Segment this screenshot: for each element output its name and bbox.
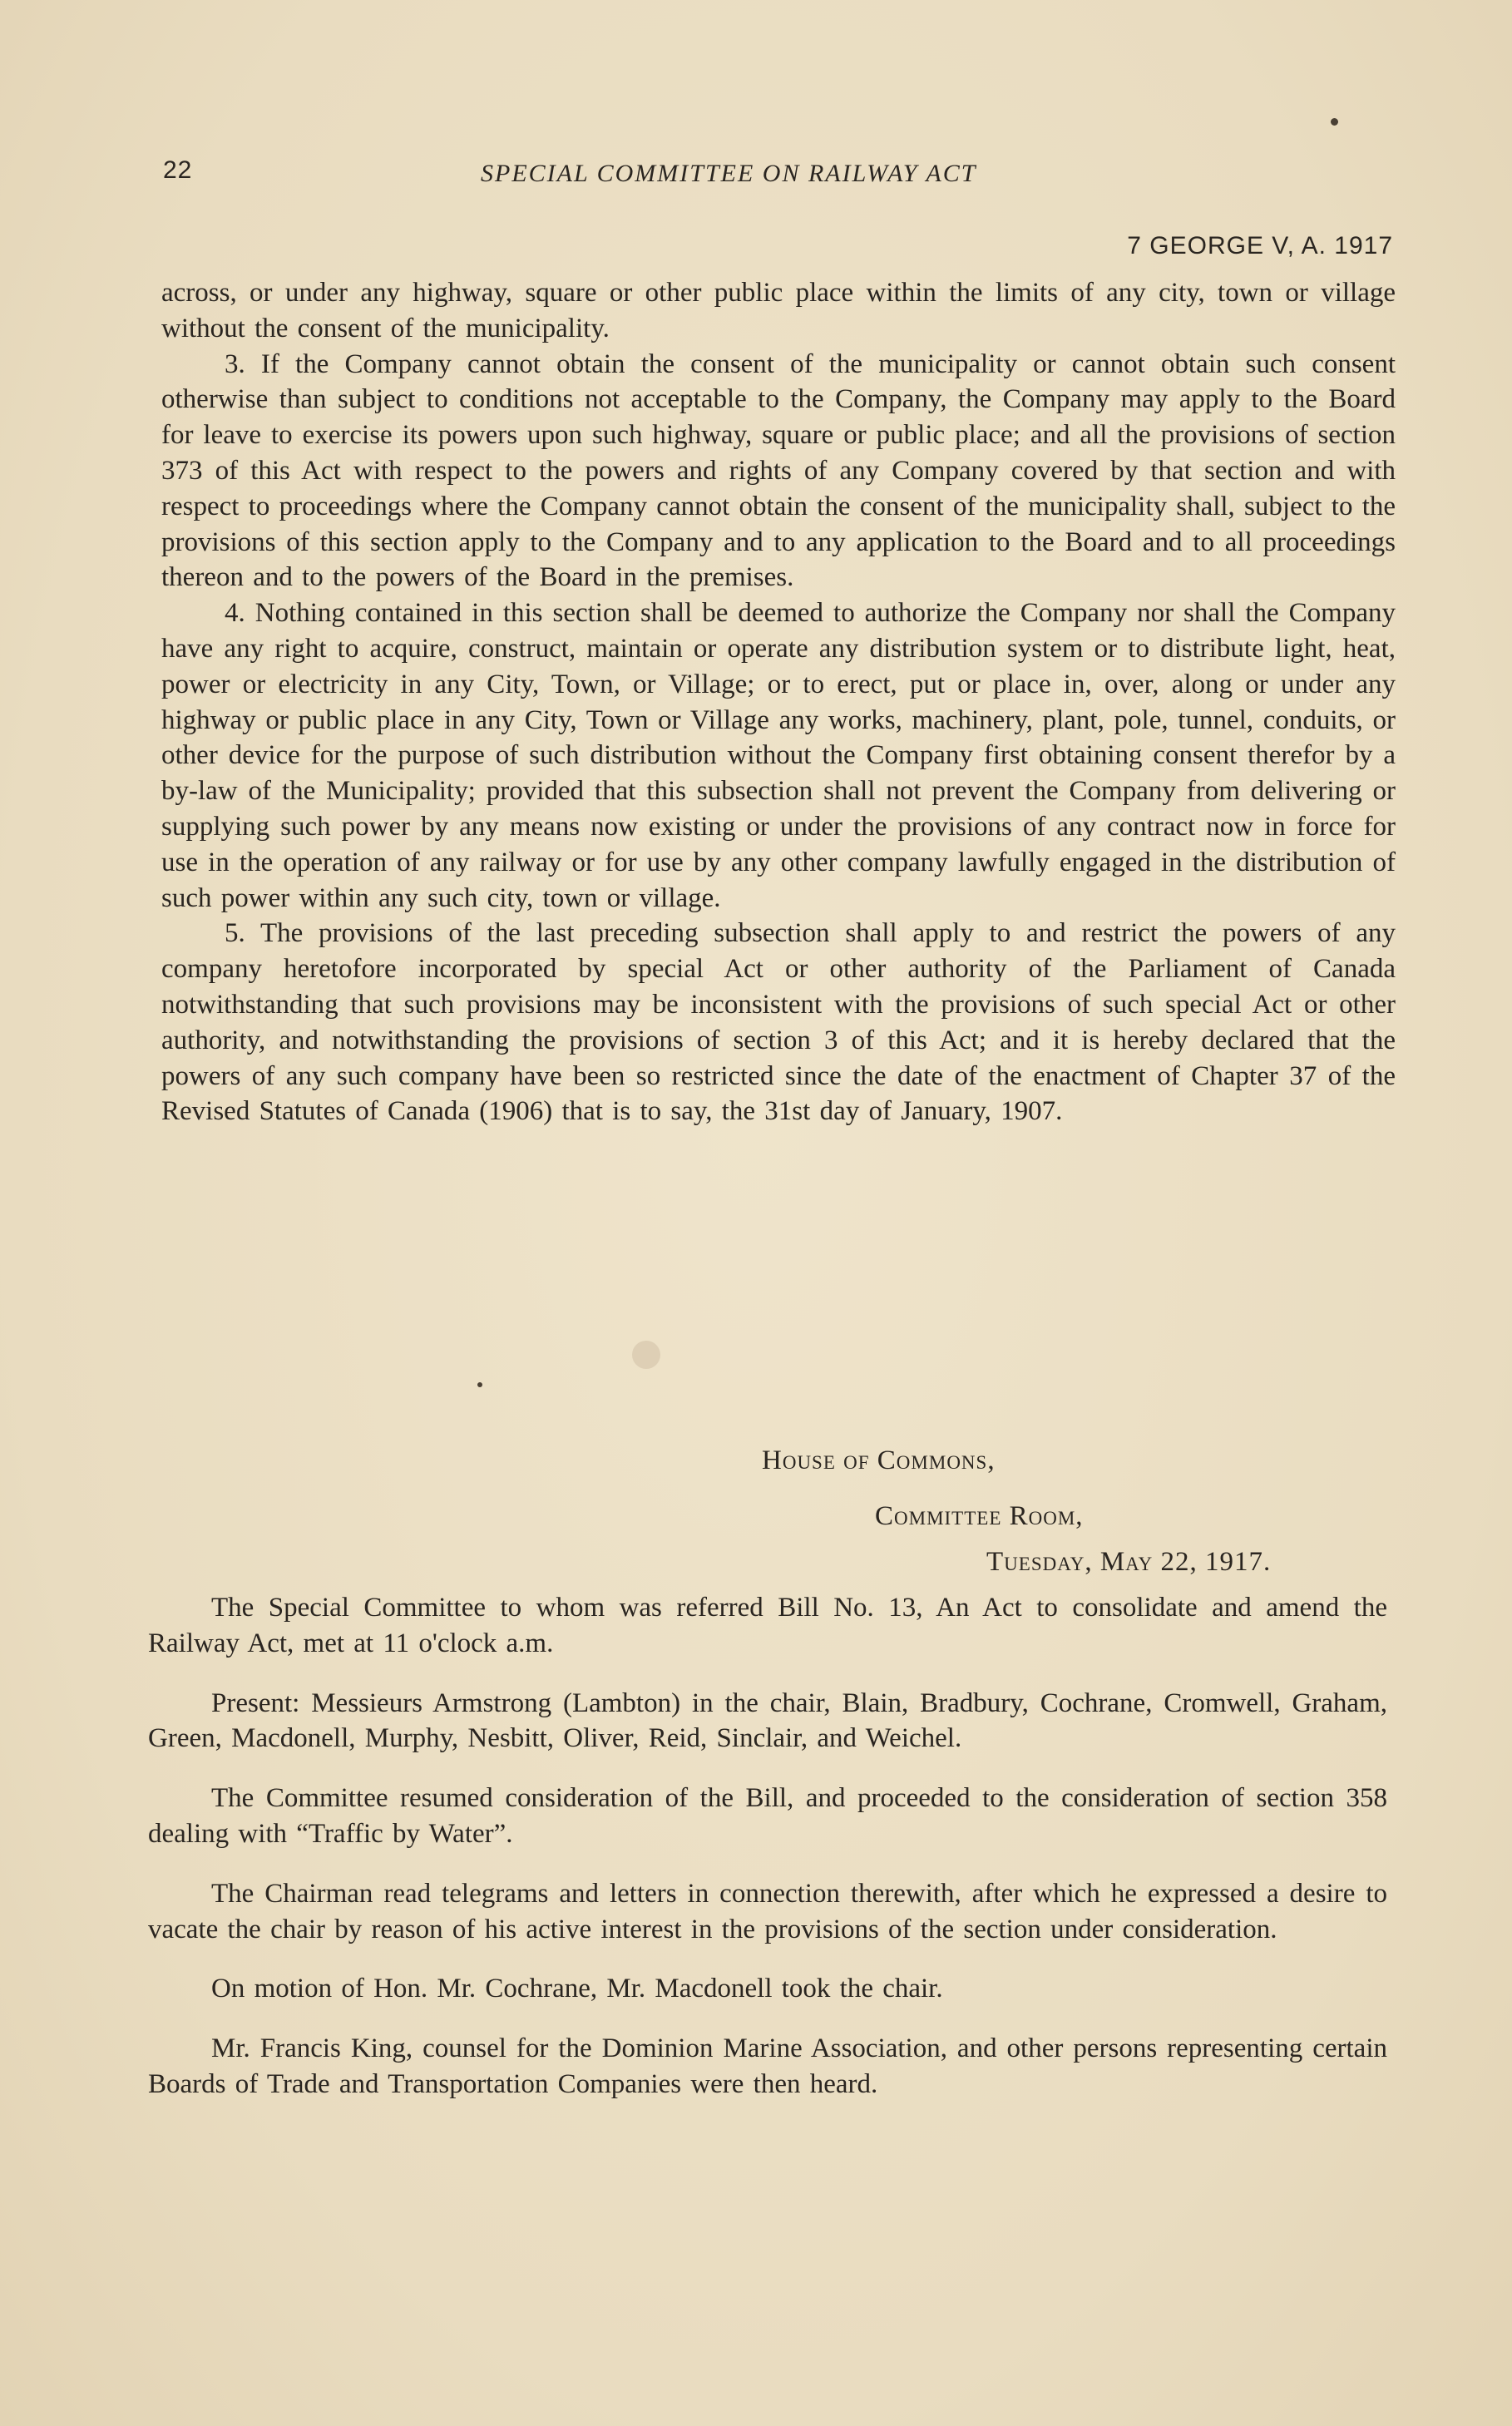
meeting-date: Tuesday, May 22, 1917. — [986, 1547, 1272, 1577]
subsection-3: 3. If the Company cannot obtain the consent of the municipality or cannot obtain such consent otherwise than subject to conditions not acceptable to the Company, the Company may apply to the Board for leave to exercise its powers upon such highway, square or public place; and all the provisions of section 373 of this Act with respect to the powers and rights of any Company covered by that section and with respect to proceedings where the Company cannot obtain the consent of the municipality shall, subject to the provisions of this section apply to the Company and to any application to the Board and to all proceedings thereon and to the powers of the Board in the premises. — [161, 348, 1396, 593]
minutes-paragraph: The Chairman read telegrams and letters in connection therewith, after which he expressed a desire to vacate the chair by reason of his active interest in the provisions of the section under consideration. — [148, 1878, 1387, 1944]
running-head: SPECIAL COMMITTEE ON RAILWAY ACT — [481, 160, 977, 187]
paper-stain — [632, 1341, 660, 1369]
ink-speck — [477, 1382, 482, 1387]
legal-text — [161, 275, 1396, 1129]
session-label: 7 GEORGE V, A. 1917 — [1127, 232, 1393, 259]
minutes-paragraph: Present: Messieurs Armstrong (Lambton) in the chair, Blain, Bradbury, Cochrane, Cromwell, Graham, Green, Macdonell, Murphy, Nesbitt, Oliver, Reid, Sinclair, and Weichel. — [148, 1687, 1387, 1754]
minutes-text — [148, 1590, 1387, 2127]
minutes-paragraph: On motion of Hon. Mr. Cochrane, Mr. Macdonell took the chair. — [211, 1974, 943, 2004]
house-of-commons-heading: House of Commons, — [762, 1445, 996, 1475]
page-number: 22 — [163, 156, 193, 184]
minutes-paragraph: The Special Committee to whom was referred Bill No. 13, An Act to consolidate and amend the Railway Act, met at 11 o'clock a.m. — [148, 1593, 1387, 1658]
continuation-paragraph: across, or under any highway, square or other public place within the limits of any city, town or village without the consent of the municipality. — [161, 278, 1396, 343]
subsection-5: 5. The provisions of the last preceding subsection shall apply to and restrict the powers of any company heretofore incorporated by special Act or other authority of the Parliament of Canada notwithstanding that such provisions may be inconsistent with the provisions of such special Act or other authority, and notwithstanding the provisions of section 3 of this Act; and it is hereby declared that the powers of any such company have been so restricted since the date of the enactment of Chapter 37 of the Revised Statutes of Canada (1906) that is to say, the 31st day of January, 1907. — [161, 918, 1396, 1127]
ink-speck — [1331, 118, 1338, 126]
subsection-4: 4. Nothing contained in this section shall be deemed to authorize the Company nor shall the Company have any right to acquire, construct, maintain or operate any distribution system or to distribute light, heat, power or electricity in any City, Town, or Village; or to erect, put or place in, over, along or under any highway or public place in any City, Town or Village any works, machinery, plant, pole, tunnel, conduits, or other device for the purpose of such distribution without the Company first obtaining consent therefor by a by-law of the Municipality; provided that this subsection shall not prevent the Company from delivering or supplying such power by any means now existing or under the provisions of any contract now in force for use in the operation of any railway or for use by any other company lawfully engaged in the distribution of such power within any such city, town or village. — [161, 598, 1396, 913]
committee-room-heading: Committee Room, — [875, 1501, 1084, 1531]
minutes-paragraph: The Committee resumed consideration of the Bill, and proceeded to the consideration of section 358 dealing with “Traffic by Water”. — [148, 1783, 1387, 1849]
minutes-paragraph: Mr. Francis King, counsel for the Dominion Marine Association, and other persons representing certain Boards of Trade and Transportation Companies were then heard. — [148, 2033, 1387, 2099]
